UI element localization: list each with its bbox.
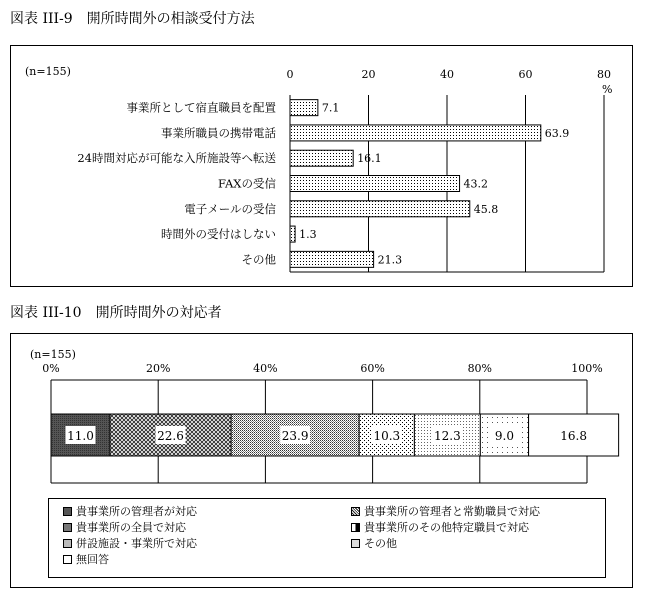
- chart1-category-label: 事業所職員の携帯電話: [161, 125, 276, 140]
- legend-label: 貴事業所のその他特定職員で対応: [364, 521, 529, 534]
- chart2-tick-label: 20%: [145, 362, 171, 375]
- chart1-tick-label: 40: [440, 68, 454, 81]
- legend-swatch: [351, 523, 360, 532]
- chart1-bar: [290, 125, 541, 141]
- chart1-value-label: 43.2: [463, 177, 489, 191]
- chart1-value-label: 7.1: [321, 101, 340, 115]
- chart1-category-label: その他: [241, 252, 276, 267]
- legend-label: その他: [364, 537, 397, 550]
- chart2-value-label: 23.9: [281, 429, 309, 443]
- chart1-value-label: 16.1: [357, 152, 382, 166]
- chart2-tick-label: 80%: [467, 362, 493, 375]
- chart2-tick-label: 100%: [571, 362, 603, 375]
- legend-swatch: [63, 523, 72, 532]
- legend-swatch: [63, 507, 72, 516]
- legend-swatch: [63, 539, 72, 548]
- chart1-category-label: FAXの受信: [218, 176, 276, 191]
- chart1-category-label: 時間外の受付はしない: [161, 227, 276, 242]
- legend-label: 貴事業所の管理者が対応: [76, 505, 197, 518]
- chart1-unit-label: %: [602, 83, 613, 96]
- chart2-tick-label: 0%: [42, 362, 60, 375]
- chart2-value-label: 22.6: [157, 429, 184, 443]
- chart1-bar: [290, 150, 353, 166]
- chart1-bar: [290, 201, 470, 217]
- chart2-value-label: 9.0: [494, 429, 515, 443]
- legend-item: [63, 503, 197, 519]
- chart1-tick-label: 20: [361, 68, 376, 81]
- legend-swatch: [63, 555, 72, 564]
- legend-item: [351, 519, 529, 535]
- chart2-tick-label: 60%: [360, 362, 385, 375]
- legend-swatch: [351, 539, 360, 548]
- legend-item: [351, 503, 540, 519]
- chart1-tick-label: 80: [597, 68, 611, 81]
- chart1-bar: [290, 176, 460, 192]
- chart1-value-label: 1.3: [299, 228, 317, 242]
- chart1-n-label: (n=155): [25, 65, 71, 78]
- legend-label: 無回答: [76, 553, 109, 566]
- legend-item: [63, 535, 197, 551]
- chart2-value-label: 12.3: [434, 429, 461, 443]
- chart1-title: 図表 III-9 開所時間外の相談受付方法: [10, 11, 255, 27]
- chart2-value-label: 16.8: [560, 429, 587, 443]
- chart2-value-label: 11.0: [67, 429, 94, 443]
- chart1-tick-label: 0: [286, 68, 294, 81]
- chart2-legend: [48, 498, 606, 578]
- chart2-tick-label: 40%: [253, 362, 278, 375]
- legend-item: [63, 519, 186, 535]
- legend-swatch: [351, 507, 360, 516]
- chart1-category-label: 24時間対応が可能な入所施設等へ転送: [77, 151, 276, 166]
- chart2-n-label: (n=155): [30, 348, 76, 361]
- chart1-value-label: 21.3: [377, 253, 403, 267]
- chart2-title: 図表 III-10 開所時間外の対応者: [10, 305, 222, 321]
- chart1-bar: [290, 100, 318, 116]
- legend-label: 貴事業所の全員で対応: [76, 521, 186, 534]
- legend-label: 併設施設・事業所で対応: [76, 537, 197, 550]
- chart1-value-label: 45.8: [473, 202, 499, 216]
- legend-label: 貴事業所の管理者と常勤職員で対応: [364, 505, 540, 518]
- chart1-bar: [290, 251, 374, 267]
- chart1-value-label: 63.9: [544, 126, 570, 140]
- chart1-tick-label: 60: [518, 68, 533, 81]
- chart1-category-label: 電子メールの受信: [184, 201, 276, 216]
- chart2-value-label: 10.3: [373, 429, 401, 443]
- chart1-category-label: 事業所として宿直職員を配置: [126, 100, 276, 115]
- legend-item: [63, 551, 109, 567]
- chart1-bar: [290, 226, 295, 242]
- legend-item: [351, 535, 397, 551]
